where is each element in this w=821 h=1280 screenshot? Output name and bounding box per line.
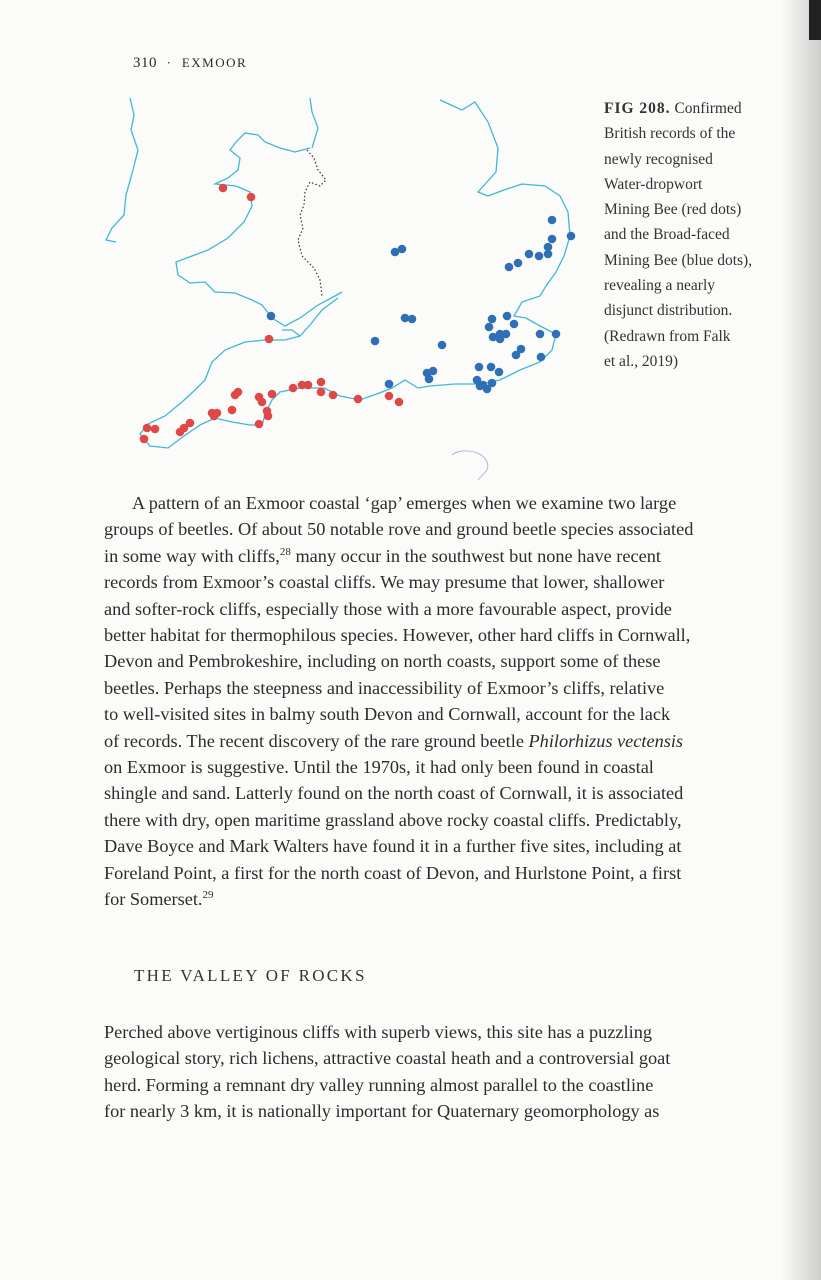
text-line: groups of beetles. Of about 50 notable rove and ground beetle species associated bbox=[104, 519, 694, 540]
blue-record-dot bbox=[385, 380, 394, 389]
blue-record-dot bbox=[510, 320, 519, 329]
blue-record-dot bbox=[408, 315, 417, 324]
species-name: Philorhizus vectensis bbox=[528, 730, 684, 751]
figure-caption bbox=[604, 96, 779, 374]
text-line: shingle and sand. Latterly found on the north coast of Cornwall, it is associated bbox=[104, 783, 684, 804]
blue-record-dot bbox=[488, 379, 497, 388]
blue-record-dot bbox=[567, 232, 576, 241]
blue-record-dot bbox=[479, 381, 488, 390]
red-record-dot bbox=[289, 384, 298, 393]
body-paragraph-2 bbox=[104, 1019, 784, 1125]
text-fragment: many occur in the southwest but none have recent bbox=[295, 545, 661, 566]
red-record-dot bbox=[354, 395, 363, 404]
blue-record-dot bbox=[535, 252, 544, 261]
coastline bbox=[106, 98, 570, 480]
blue-record-dot bbox=[438, 341, 447, 350]
text-line bbox=[104, 886, 784, 912]
caption-line: Mining Bee (red dots) bbox=[604, 201, 742, 219]
footnote-ref-28: 28 bbox=[279, 545, 291, 558]
red-record-dot bbox=[219, 184, 228, 193]
red-record-dot bbox=[268, 390, 277, 399]
red-record-dot bbox=[265, 335, 274, 344]
northeast-coast bbox=[140, 100, 570, 448]
blue-record-dot bbox=[487, 363, 496, 372]
caption-line: Mining Bee (blue dots), bbox=[604, 251, 753, 269]
caption-line: British records of the bbox=[604, 125, 736, 143]
text-line: Perched above vertiginous cliffs with superb views, this site has a puzzling bbox=[104, 1022, 652, 1042]
wales-coast bbox=[176, 133, 342, 326]
running-head-separator: · bbox=[166, 55, 173, 70]
blue-record-dot bbox=[548, 235, 557, 244]
text-line: better habitat for thermophilous species. However, other hard cliffs in Cornwall, bbox=[104, 625, 691, 646]
north-england-coast bbox=[310, 98, 318, 148]
blue-record-dot bbox=[552, 330, 561, 339]
blue-record-dot bbox=[544, 250, 553, 259]
text-line: to well-visited sites in balmy south Devon and Cornwall, account for the lack bbox=[104, 704, 671, 725]
red-record-dot bbox=[317, 378, 326, 387]
text-fragment: in some way with cliffs, bbox=[104, 545, 280, 566]
red-record-dot bbox=[234, 388, 243, 397]
red-record-dot bbox=[140, 435, 149, 444]
blue-record-dot bbox=[536, 330, 545, 339]
red-record-dot bbox=[317, 388, 326, 397]
page-number: 310 bbox=[133, 55, 157, 71]
blue-record-dot bbox=[537, 353, 546, 362]
blue-record-dot bbox=[398, 245, 407, 254]
text-fragment: for Somerset. bbox=[104, 889, 203, 910]
section-heading: THE VALLEY OF ROCKS bbox=[134, 966, 367, 985]
red-record-dot bbox=[304, 381, 313, 390]
text-line: Dave Boyce and Mark Walters have found it in a further five sites, including at bbox=[104, 836, 682, 857]
blue-record-dot bbox=[514, 259, 523, 268]
text-line: records from Exmoor’s coastal cliffs. We may presume that lower, shallower bbox=[104, 572, 665, 593]
running-head-title: EXMOOR bbox=[181, 55, 248, 70]
text-line: and softer-rock cliffs, especially those with a more favourable aspect, provide bbox=[104, 598, 672, 619]
blue-record-dot bbox=[503, 312, 512, 321]
red-record-dot bbox=[258, 398, 267, 407]
blue-record-dot bbox=[488, 315, 497, 324]
blue-record-dot bbox=[512, 351, 521, 360]
text-line: there with dry, open maritime grassland above rocky coastal cliffs. Predictably, bbox=[104, 809, 682, 830]
red-record-dot bbox=[247, 193, 256, 202]
figure-label: FIG 208. bbox=[604, 100, 671, 117]
red-record-dot bbox=[329, 391, 338, 400]
text-line bbox=[104, 543, 784, 569]
text-line: geological story, rich lichens, attractive coastal heath and a controversial goat bbox=[104, 1048, 671, 1069]
blue-record-dot bbox=[485, 323, 494, 332]
red-record-dot bbox=[143, 424, 152, 433]
text-line: A pattern of an Exmoor coastal ‘gap’ emerges when we examine two large bbox=[132, 493, 677, 513]
caption-line: newly recognised bbox=[604, 150, 713, 168]
text-line: on Exmoor is suggestive. Until the 1970s, it had only been found in coastal bbox=[104, 757, 654, 778]
red-record-dot bbox=[395, 398, 404, 407]
red-record-dot bbox=[210, 412, 219, 421]
ireland-coast bbox=[106, 98, 138, 242]
blue-record-dot bbox=[267, 312, 276, 321]
blue-record-dot bbox=[548, 216, 557, 225]
blue-record-dot bbox=[495, 368, 504, 377]
text-line: Foreland Point, a first for the north coast of Devon, and Hurlstone Point, a first bbox=[104, 862, 682, 883]
red-record-dot bbox=[186, 419, 195, 428]
stray-line bbox=[452, 451, 488, 480]
blue-record-dot bbox=[505, 263, 514, 272]
red-record-dot bbox=[255, 420, 264, 429]
text-line bbox=[104, 728, 784, 754]
footnote-ref-29: 29 bbox=[202, 889, 214, 901]
text-fragment: of records. The recent discovery of the rare ground beetle bbox=[104, 730, 529, 751]
red-record-dot bbox=[385, 392, 394, 401]
caption-line: and the Broad-faced bbox=[604, 226, 730, 244]
text-line: Devon and Pembrokeshire, including on north coasts, support some of these bbox=[104, 651, 661, 672]
text-line: for nearly 3 km, it is nationally important for Quaternary geomorphology as bbox=[104, 1101, 660, 1122]
blue-record-dot bbox=[525, 250, 534, 259]
blue-record-dot bbox=[425, 375, 434, 384]
text-line: beetles. Perhaps the steepness and inaccessibility of Exmoor’s cliffs, relative bbox=[104, 677, 665, 698]
caption-line: Confirmed bbox=[674, 100, 742, 117]
text-line: herd. Forming a remnant dry valley running almost parallel to the coastline bbox=[104, 1074, 654, 1095]
caption-line: Water-dropwort bbox=[604, 175, 703, 193]
caption-line: disjunct distribution. bbox=[604, 302, 733, 320]
wales-england-border bbox=[298, 150, 326, 296]
red-record-dot bbox=[228, 406, 237, 415]
record-dots bbox=[140, 184, 576, 444]
caption-line: revealing a nearly bbox=[604, 277, 716, 295]
red-record-dot bbox=[151, 425, 160, 434]
blue-record-dot bbox=[371, 337, 380, 346]
bristol-channel bbox=[282, 330, 300, 336]
red-record-dot bbox=[264, 412, 273, 421]
caption-line: (Redrawn from Falk bbox=[604, 327, 731, 345]
blue-record-dot bbox=[475, 363, 484, 372]
body-paragraph-1 bbox=[104, 490, 784, 913]
blue-record-dot bbox=[496, 335, 505, 344]
caption-line: et al., 2019) bbox=[604, 352, 679, 370]
